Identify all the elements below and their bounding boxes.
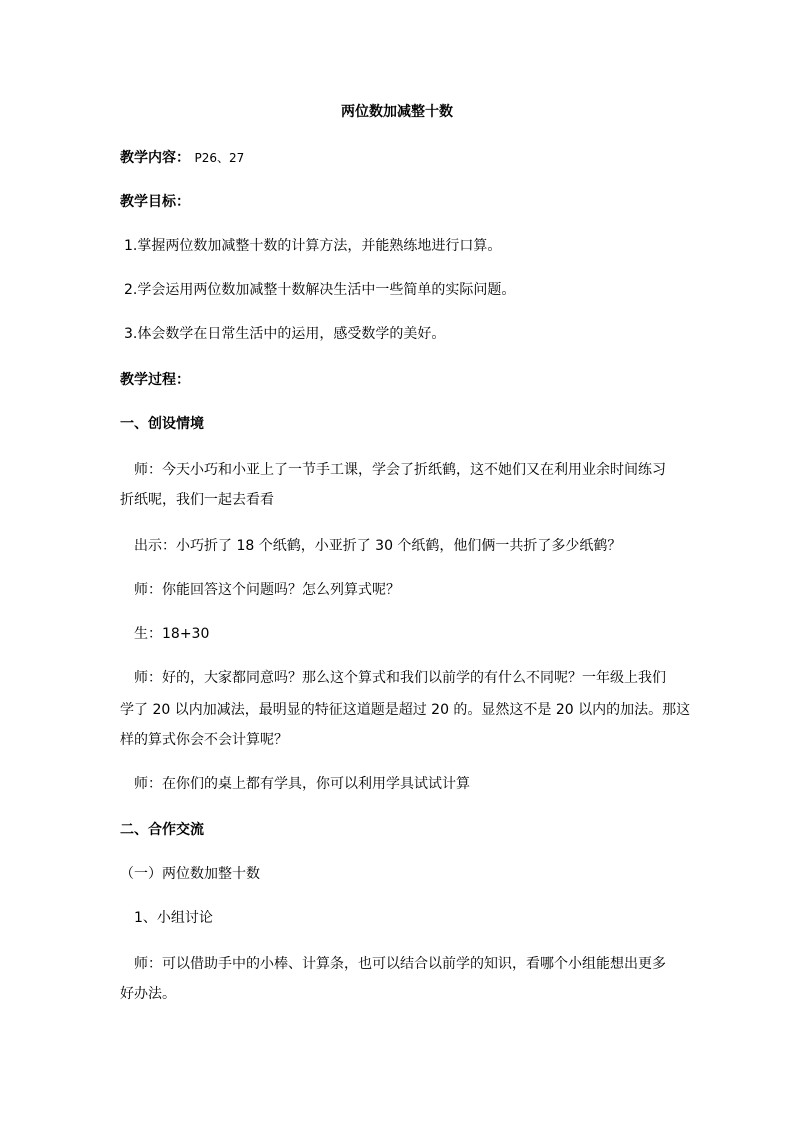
content-line <box>120 148 680 168</box>
paragraph-7-line-1: 师：可以借助手中的小棒、计算条，也可以结合以前学的知识，看哪个小组能想出更多 <box>134 956 666 972</box>
section2-heading: 二、合作交流 <box>120 822 204 838</box>
goal-item-3: 3.体会数学在日常生活中的运用，感受数学的美好。 <box>124 326 446 342</box>
paragraph-2: 出示：小巧折了 18 个纸鹤，小亚折了 30 个纸鹤，他们俩一共折了多少纸鹤？ <box>134 538 622 554</box>
paragraph-5-line-2: 学了 20 以内加减法，最明显的特征这道题是超过 20 的。显然这不是 20 以内的加法。那这 <box>120 702 691 718</box>
paragraph-4: 生：18+30 <box>134 626 210 642</box>
content-label: 教学内容： <box>120 150 190 166</box>
paragraph-5-line-3: 样的算式你会不会计算呢？ <box>120 732 288 748</box>
goals-heading: 教学目标： <box>120 194 190 210</box>
paragraph-3: 师：你能回答这个问题吗？怎么列算式呢？ <box>134 582 400 598</box>
paragraph-1-line-2: 折纸呢，我们一起去看看 <box>120 492 274 508</box>
subsection-1: （一）两位数加整十数 <box>120 866 260 882</box>
goal-item-2: 2.学会运用两位数加减整十数解决生活中一些简单的实际问题。 <box>124 282 516 298</box>
content-value: P26、27 <box>194 151 245 165</box>
section1-heading: 一、创设情境 <box>120 416 204 432</box>
subsection-1-item: 1、小组讨论 <box>134 910 213 926</box>
paragraph-6: 师：在你们的桌上都有学具，你可以利用学具试试计算 <box>134 776 470 792</box>
paragraph-1-line-1: 师：今天小巧和小亚上了一节手工课，学会了折纸鹤，这不她们又在利用业余时间练习 <box>134 462 666 478</box>
process-heading: 教学过程： <box>120 372 190 388</box>
document-title: 两位数加减整十数 <box>341 104 453 120</box>
paragraph-5-line-1: 师：好的，大家都同意吗？那么这个算式和我们以前学的有什么不同呢？一年级上我们 <box>134 670 666 686</box>
goal-item-1: 1.掌握两位数加减整十数的计算方法，并能熟练地进行口算。 <box>124 238 502 254</box>
paragraph-7-line-2: 好办法。 <box>120 986 176 1002</box>
